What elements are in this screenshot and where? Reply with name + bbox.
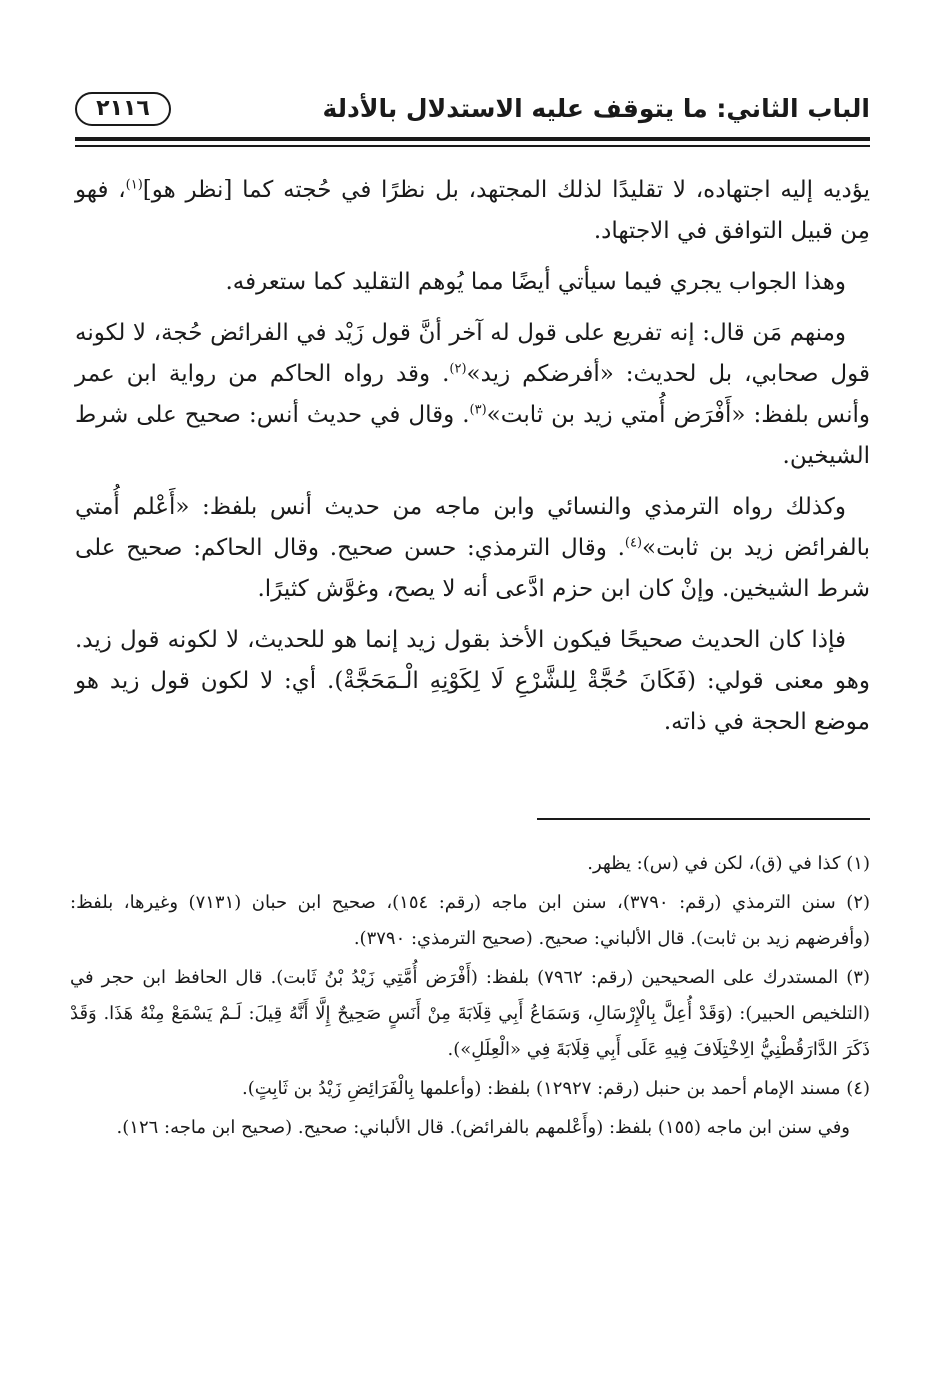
page-header (75, 92, 870, 132)
footnote-2: (٢) سنن الترمذي (رقم: ٣٧٩٠)، سنن ابن ماجه (رقم: ١٥٤)، صحيح ابن حبان (٧١٣١) وغيرها، بلفظ: (وأفرضهم زيد بن ثابت). قال الألباني: صحيح. (صحيح الترمذي: ٣٧٩٠). (70, 892, 871, 949)
main-text (75, 170, 870, 753)
footnote-ref-1: (١) (125, 177, 143, 193)
footnote-ref-4: (٤) (624, 535, 643, 551)
running-title: الباب الثاني: ما يتوقف عليه الاستدلال بالأدلة (322, 94, 870, 123)
footnote-ref-3: (٣) (469, 402, 487, 418)
paragraph-2: وهذا الجواب يجري فيما سيأتي أيضًا مما يُوهم التقليد كما ستعرفه. (225, 269, 846, 295)
footnote-4-continuation: وفي سنن ابن ماجه (١٥٥) بلفظ: (وأَعْلمهم بالفرائض). قال الألباني: صحيح. (صحيح ابن ماجه: ١٢٦). (116, 1117, 850, 1138)
header-rule-thick (75, 137, 870, 141)
page-number-badge: ٢١١٦ (75, 92, 171, 126)
footnotes (70, 846, 870, 1149)
footnote-1: (١) كذا في (ق)، لكن في (س): يظهر. (587, 853, 870, 874)
footnote-3: (٣) المستدرك على الصحيحين (رقم: ٧٩٦٢) بلفظ: (أَفْرَض أُمَّتِي زَيْدُ بْنُ ثَابت). قال الحافظ ابن حجر في (التلخيص الحبير): (وَقَدْ أُعِلَّ بِالْإِرْسَالِ، وَسَمَاعُ أَبِي قِلَابَةَ مِنْ أَنَسٍ صَحِيحٌ إِلَّا أَنَّهُ قِيلَ: لَـمْ يَسْمَعْ مِنْهُ هَذَا. وَقَدْ ذَكَرَ الدَّارَقُطْنِيُّ الِاخْتِلَافَ فِيهِ عَلَى أَبِي قِلَابَةَ فِي «الْعِلَلِ»). (70, 967, 870, 1060)
paragraph-5: فإذا كان الحديث صحيحًا فيكون الأخذ بقول زيد إنما هو للحديث، لا لكونه قول زيد. وهو معنى قولي: (فَكَانَ حُجَّةْ لِلشَّرْعِ لَا لِكَوْنِهِ الْـمَحَجَّةْ). أي: لا لكون قول زيد هو موضع الحجة في ذاته. (75, 627, 870, 735)
footnote-ref-2: (٢) (449, 361, 467, 377)
paragraph-1: يؤديه إليه اجتهاده، لا تقليدًا لذلك المجتهد، بل نظرًا في حُجته كما [نظر هو]$^{(١)}$، فهو مِن قبيل التوافق في الاجتهاد. (75, 177, 870, 244)
header-rule-thin (75, 145, 870, 147)
paragraph-4: وكذلك رواه الترمذي والنسائي وابن ماجه من حديث أنس بلفظ: «أَعْلم أُمتي بالفرائض زيد بن ثابت»$^{(٤)}$. وقال الترمذي: حسن صحيح. وقال الحاكم: صحيح على شرط الشيخين. وإنْ كان ابن حزم ادَّعى أنه لا يصح، وغوَّش كثيرًا. (75, 494, 870, 602)
footnote-separator (537, 818, 870, 820)
footnote-4: (٤) مسند الإمام أحمد بن حنبل (رقم: ١٢٩٢٧) بلفظ: (وأعلمها بِالْفَرَائِضِ زَيْدُ بن ثَابِتٍ). (242, 1078, 870, 1099)
paragraph-3: ومنهم مَن قال: إنه تفريع على قول له آخر أنَّ قول زَيْد في الفرائض حُجة، لا لكونه قول صحابي، بل لحديث: «أفرضكم زيد»$^{(٢)}$. وقد رواه الحاكم من رواية ابن عمر وأنس بلفظ: «أَفْرَض أُمتي زيد بن ثابت»$^{(٣)}$. وقال في حديث أنس: صحيح على شرط الشيخين. (75, 320, 870, 469)
